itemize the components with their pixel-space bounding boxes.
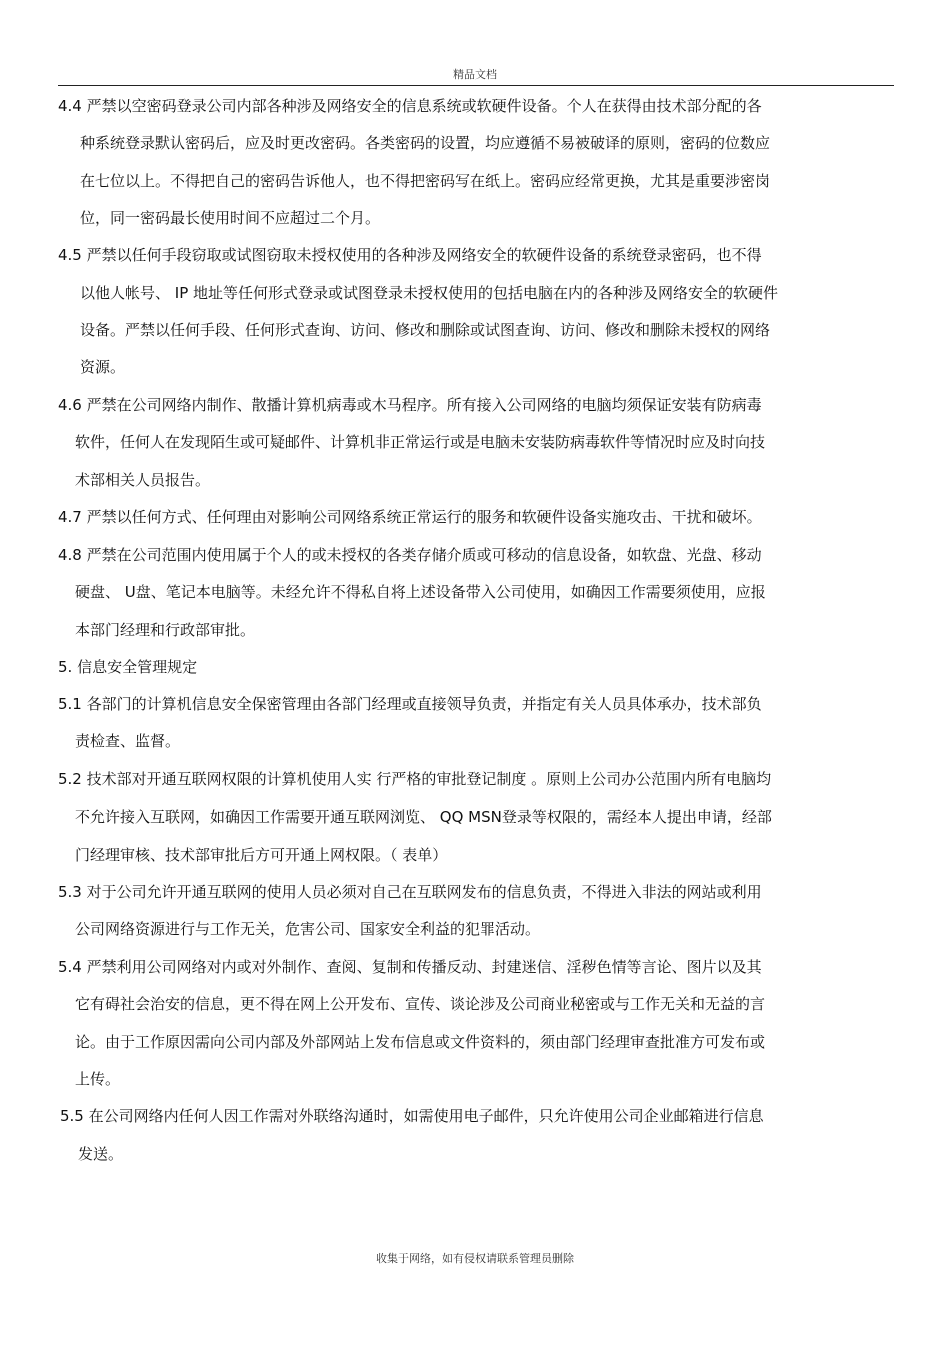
text-line: 种系统登录默认密码后，应及时更改密码。各类密码的设置，均应遵循不易被破译的原则，密码的位数应 xyxy=(80,134,771,152)
text-line: 位，同一密码最长使用时间不应超过二个月。 xyxy=(80,209,381,227)
text-line: 软件，任何人在发现陌生或可疑邮件、计算机非正常运行或是电脑未安装防病毒软件等情况时应及时向技 xyxy=(75,433,766,451)
text-line: 它有碍社会治安的信息，更不得在网上公开发布、宣传、谈论涉及公司商业秘密或与工作无关和无益的言 xyxy=(75,995,766,1013)
text-line: 5.5 在公司网络内任何人因工作需对外联络沟通时，如需使用电子邮件，只允许使用公司企业邮箱进行信息 xyxy=(60,1107,764,1125)
text-line: 责检查、监督。 xyxy=(75,732,181,750)
text-line: 公司网络资源进行与工作无关，危害公司、国家安全利益的犯罪活动。 xyxy=(75,920,541,938)
text-line: 不允许接入互联网，如确因工作需要开通互联网浏览、 QQ MSN登录等权限的，需经本人提出申请，经部 xyxy=(75,808,772,826)
text-line: 4.6 严禁在公司网络内制作、散播计算机病毒或木马程序。所有接入公司网络的电脑均须保证安装有防病毒 xyxy=(58,396,762,414)
header-divider xyxy=(58,85,894,86)
text-line: 术部相关人员报告。 xyxy=(75,471,211,489)
text-line: 发送。 xyxy=(78,1145,124,1163)
text-line: 4.4 严禁以空密码登录公司内部各种涉及网络安全的信息系统或软硬件设备。个人在获得由技术部分配的各 xyxy=(58,97,762,115)
text-line: 在七位以上。不得把自己的密码告诉他人，也不得把密码写在纸上。密码应经常更换，尤其是重要涉密岗 xyxy=(80,172,771,190)
section-heading: 5. 信息安全管理规定 xyxy=(58,658,198,676)
text-line: 论。由于工作原因需向公司内部及外部网站上发布信息或文件资料的，须由部门经理审查批准方可发布或 xyxy=(75,1033,766,1051)
text-line: 5.1 各部门的计算机信息安全保密管理由各部门经理或直接领导负责，并指定有关人员具体承办，技术部负 xyxy=(58,695,762,713)
text-line: 本部门经理和行政部审批。 xyxy=(75,621,256,639)
text-line: 5.3 对于公司允许开通互联网的使用人员必须对自己在互联网发布的信息负责，不得进入非法的网站或利用 xyxy=(58,883,762,901)
text-line: 上传。 xyxy=(75,1070,121,1088)
text-line: 设备。严禁以任何手段、任何形式查询、访问、修改和删除或试图查询、访问、修改和删除未授权的网络 xyxy=(80,321,771,339)
text-line: 5.2 技术部对开通互联网权限的计算机使用人实 行严格的审批登记制度 。原则上公司办公范围内所有电脑均 xyxy=(58,770,772,788)
text-line: 以他人帐号、 IP 地址等任何形式登录或试图登录未授权使用的包括电脑在内的各种涉及网络安全的软硬件 xyxy=(80,284,779,302)
text-line: 4.7 严禁以任何方式、任何理由对影响公司网络系统正常运行的服务和软硬件设备实施攻击、干扰和破坏。 xyxy=(58,508,762,526)
text-line: 4.8 严禁在公司范围内使用属于个人的或未授权的各类存储介质或可移动的信息设备，如软盘、光盘、移动 xyxy=(58,546,762,564)
page-header: 精品文档 xyxy=(453,68,497,81)
text-line: 5.4 严禁利用公司网络对内或对外制作、查阅、复制和传播反动、封建迷信、淫秽色情等言论、图片以及其 xyxy=(58,958,762,976)
text-line: 4.5 严禁以任何手段窃取或试图窃取未授权使用的各种涉及网络安全的软硬件设备的系统登录密码，也不得 xyxy=(58,246,762,264)
text-line: 硬盘、 U盘、笔记本电脑等。未经允许不得私自将上述设备带入公司使用，如确因工作需要须使用，应报 xyxy=(75,583,766,601)
page-footer: 收集于网络，如有侵权请联系管理员删除 xyxy=(376,1252,574,1265)
text-line: 门经理审核、技术部审批后方可开通上网权限。（ 表单） xyxy=(75,846,448,864)
text-line: 资源。 xyxy=(80,358,126,376)
